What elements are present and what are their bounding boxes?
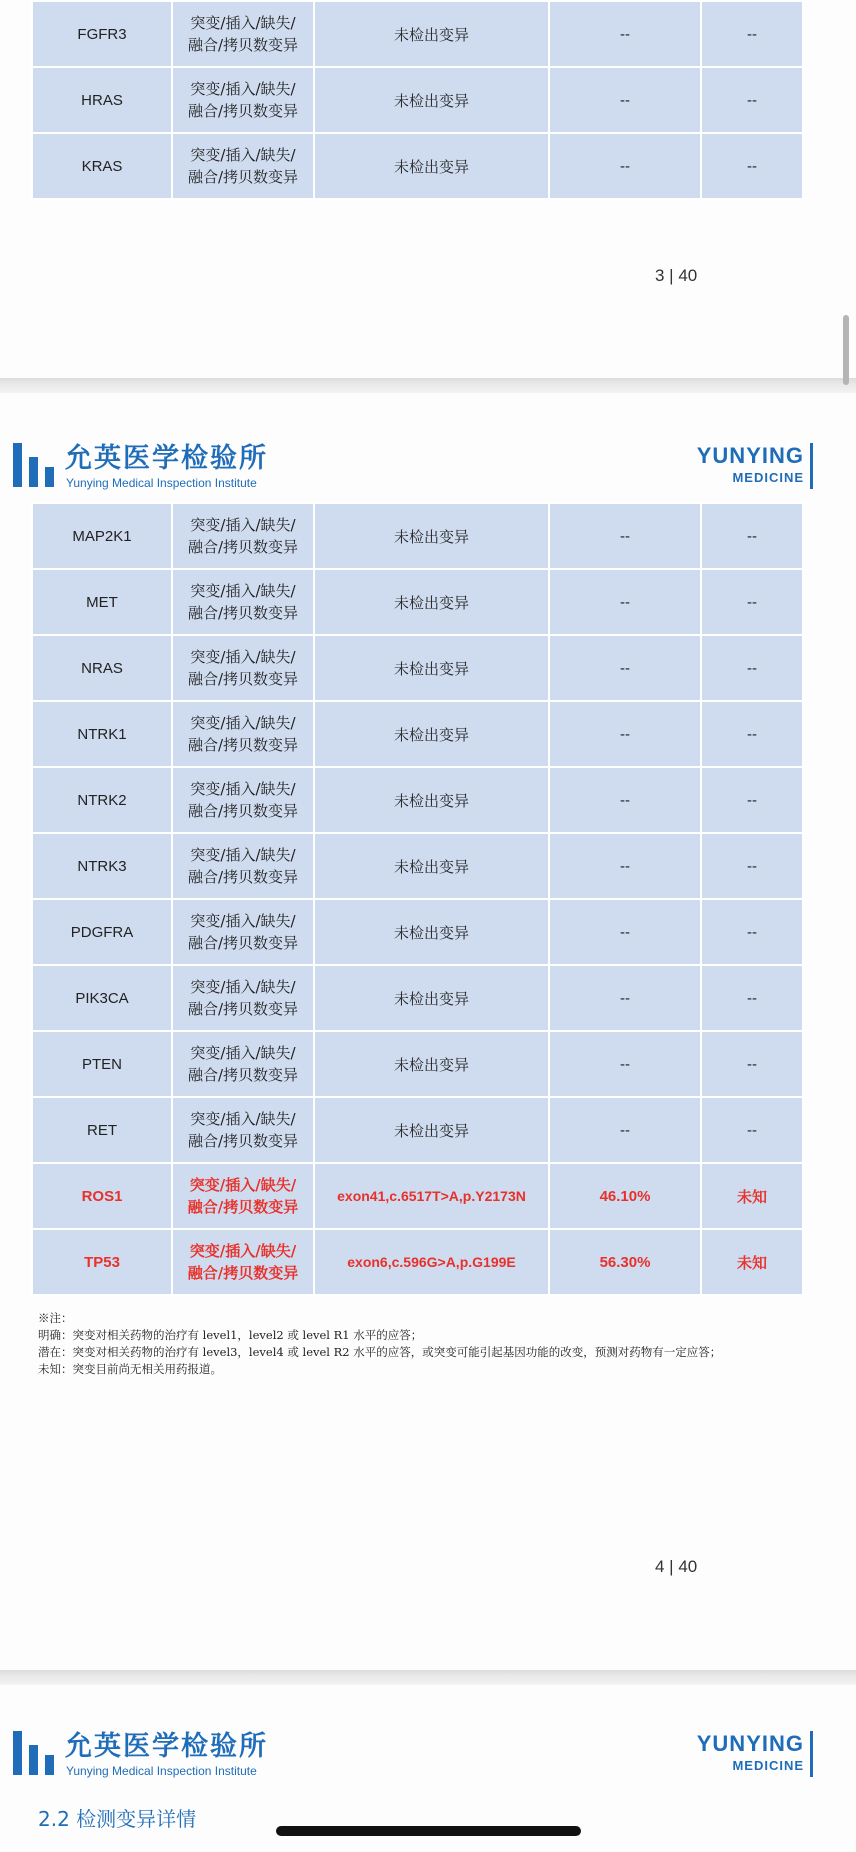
significance-cell: -- [701,133,803,199]
significance-cell: 未知 [701,1163,803,1229]
gene-cell: FGFR3 [32,1,172,67]
table-row [32,833,803,899]
significance-cell: -- [701,701,803,767]
table-row [32,1031,803,1097]
page-separator [0,378,856,393]
variant-cell: 未检出变异 [314,701,549,767]
gene-cell: NRAS [32,635,172,701]
gene-table-page-3 [31,0,804,200]
frequency-cell: -- [549,1031,701,1097]
page-separator [0,1670,856,1685]
significance-cell: -- [701,1031,803,1097]
variant-cell: 未检出变异 [314,133,549,199]
logo-icon [13,1731,55,1775]
variant-cell: exon6,c.596G>A,p.G199E [314,1229,549,1295]
institute-name-en: Yunying Medical Inspection Institute [66,1764,257,1778]
variant-cell: 未检出变异 [314,899,549,965]
table-row [32,1163,803,1229]
significance-cell: -- [701,569,803,635]
frequency-cell: -- [549,67,701,133]
section-title: 2.2 检测变异详情 [38,1807,197,1831]
table-row [32,133,803,199]
logo-icon [13,443,55,487]
table-row [32,701,803,767]
gene-cell: NTRK2 [32,767,172,833]
variant-cell: 未检出变异 [314,635,549,701]
table-row [32,899,803,965]
frequency-cell: 46.10% [549,1163,701,1229]
frequency-cell: -- [549,767,701,833]
variant-type-cell: 突变/插入/缺失/ 融合/拷贝数变异 [172,965,314,1031]
variant-type-cell: 突变/插入/缺失/ 融合/拷贝数变异 [172,833,314,899]
report-header [13,1731,813,1781]
note-line: 明确：突变对相关药物的治疗有 level1，level2 或 level R1 水平的应答； [38,1328,423,1342]
home-indicator[interactable] [276,1826,581,1836]
variant-type-cell: 突变/插入/缺失/ 融合/拷贝数变异 [172,899,314,965]
variant-type-cell: 突变/插入/缺失/ 融合/拷贝数变异 [172,1163,314,1229]
page-number: 3 | 40 [655,266,698,285]
table-row [32,1097,803,1163]
significance-cell: -- [701,503,803,569]
brand-logo: YUNYING MEDICINE [695,1731,813,1777]
variant-type-cell: 突变/插入/缺失/ 融合/拷贝数变异 [172,701,314,767]
gene-cell: MAP2K1 [32,503,172,569]
institute-name-cn: 允英医学检验所 [65,443,268,474]
variant-type-cell: 突变/插入/缺失/ 融合/拷贝数变异 [172,1229,314,1295]
variant-type-cell: 突变/插入/缺失/ 融合/拷贝数变异 [172,569,314,635]
variant-type-cell: 突变/插入/缺失/ 融合/拷贝数变异 [172,133,314,199]
gene-cell: PTEN [32,1031,172,1097]
brand-logo: YUNYING MEDICINE [695,443,813,489]
note-line: 未知：突变目前尚无相关用药报道。 [38,1362,222,1376]
variant-cell: 未检出变异 [314,1097,549,1163]
table-row [32,503,803,569]
frequency-cell: -- [549,503,701,569]
table-row [32,569,803,635]
significance-cell: -- [701,1097,803,1163]
variant-type-cell: 突变/插入/缺失/ 融合/拷贝数变异 [172,1031,314,1097]
table-row [32,1229,803,1295]
variant-type-cell: 突变/插入/缺失/ 融合/拷贝数变异 [172,635,314,701]
gene-cell: PIK3CA [32,965,172,1031]
significance-cell: -- [701,1,803,67]
table-row [32,635,803,701]
note-title: ※注： [38,1311,73,1325]
institute-name-cn: 允英医学检验所 [65,1731,268,1762]
gene-cell: NTRK1 [32,701,172,767]
table-row [32,965,803,1031]
table-notes [38,1310,721,1378]
frequency-cell: -- [549,635,701,701]
page-3 [0,0,856,378]
significance-cell: -- [701,965,803,1031]
significance-cell: -- [701,635,803,701]
report-header [13,443,813,493]
table-row [32,67,803,133]
gene-table-page-4 [31,502,804,1296]
variant-type-cell: 突变/插入/缺失/ 融合/拷贝数变异 [172,1,314,67]
significance-cell: 未知 [701,1229,803,1295]
frequency-cell: -- [549,1097,701,1163]
significance-cell: -- [701,833,803,899]
scrollbar[interactable] [843,315,849,385]
variant-type-cell: 突变/插入/缺失/ 融合/拷贝数变异 [172,67,314,133]
variant-cell: 未检出变异 [314,503,549,569]
frequency-cell: -- [549,965,701,1031]
frequency-cell: -- [549,569,701,635]
gene-cell: ROS1 [32,1163,172,1229]
frequency-cell: -- [549,833,701,899]
table-row [32,767,803,833]
table-row [32,1,803,67]
frequency-cell: -- [549,133,701,199]
significance-cell: -- [701,899,803,965]
frequency-cell: -- [549,701,701,767]
variant-cell: exon41,c.6517T>A,p.Y2173N [314,1163,549,1229]
variant-cell: 未检出变异 [314,67,549,133]
gene-cell: PDGFRA [32,899,172,965]
page-number: 4 | 40 [655,1557,698,1576]
frequency-cell: 56.30% [549,1229,701,1295]
variant-type-cell: 突变/插入/缺失/ 融合/拷贝数变异 [172,503,314,569]
gene-cell: MET [32,569,172,635]
gene-cell: TP53 [32,1229,172,1295]
note-line: 潜在：突变对相关药物的治疗有 level3，level4 或 level R2 水平的应答，或突变可能引起基因功能的改变，预测对药物有一定应答； [38,1345,722,1359]
variant-cell: 未检出变异 [314,767,549,833]
significance-cell: -- [701,767,803,833]
variant-cell: 未检出变异 [314,965,549,1031]
frequency-cell: -- [549,1,701,67]
variant-cell: 未检出变异 [314,569,549,635]
frequency-cell: -- [549,899,701,965]
variant-cell: 未检出变异 [314,1,549,67]
gene-cell: RET [32,1097,172,1163]
variant-cell: 未检出变异 [314,1031,549,1097]
variant-type-cell: 突变/插入/缺失/ 融合/拷贝数变异 [172,767,314,833]
variant-cell: 未检出变异 [314,833,549,899]
gene-cell: KRAS [32,133,172,199]
variant-type-cell: 突变/插入/缺失/ 融合/拷贝数变异 [172,1097,314,1163]
significance-cell: -- [701,67,803,133]
institute-name-en: Yunying Medical Inspection Institute [66,476,257,490]
gene-cell: NTRK3 [32,833,172,899]
gene-cell: HRAS [32,67,172,133]
